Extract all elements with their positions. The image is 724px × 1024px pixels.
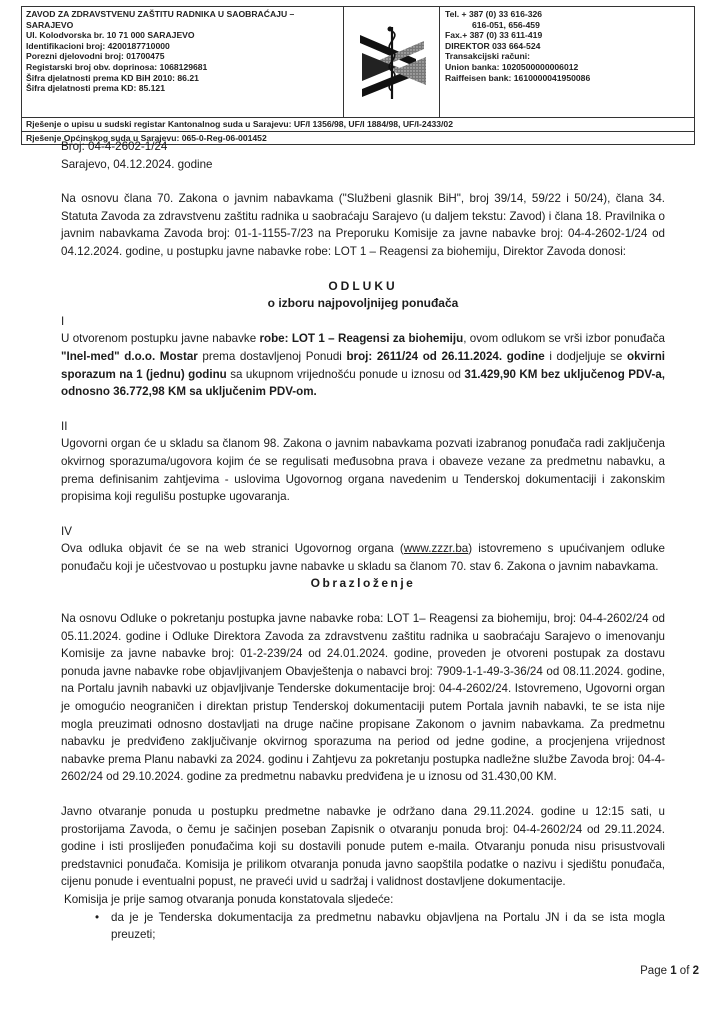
page-current: 1: [670, 965, 677, 977]
reasoning-paragraph-1: Na osnovu Odluke o pokretanju postupka javne nabavke roba: LOT 1– Reagensi za biohemiju, broj: 04-4-2602/24 od 05.11.2024. godine i Odluke Direktora Zavoda za zdravstvenu zaštitu radnika u saobraćaju Sarajevo o imenovanju Komisije za javne nabavke broj: 01-2-239/24 od 24.01.2024. godine, proveden je otvoreni postupak za dostavu ponuda javne nabavke robe objavljivanjem Obavještenja o nabavci broj: 7909-1-1-49-3-36/24 od 08.11.2024. godine, na Portalu javnih nabavki uz objavljivanje Tenderske dokumentacije broj: 04-4-2602/24. Istovremeno, Ugovorni organ je omogućio neograničen i direktan pristup Tenderskoj dokumentaciji putem Portala javnih nabavki, te se ista nije mogla preuzimati odnosno dostavljati na druge načine propisane Zakonom o javnim nabavkama. Za predmetnu nabavku je predviđeno zaključivanje okvirnog sporazuma na period od jedne godine, a procjenjena vrijednost nabavke prema Planu nabavki za 2024. godinu i Zahtjevu za pokretanju postupka nadležne službe Zavoda broj: 04-4-2602/24 od 29.10.2024. godine za predmetnu nabavku predviđena je u iznosu od 31.430,00 KM.: [61, 612, 665, 784]
telephone-extra: 616-051, 656-459: [472, 19, 540, 30]
activity-code: Šifra djelatnosti prema KD: 85.121: [26, 83, 165, 94]
court-registration: Rješenje o upisu u sudski registar Kantonalnog suda u Sarajevu: UF/I 1356/98, UF/I 1884/98, UF/I-2433/02: [22, 119, 694, 132]
bullet-icon: •: [95, 910, 100, 924]
offer-value: 31.429,90 KM bez uključenog PDV-a, odnosno 36.772,98 KM sa uključenim PDV-om.: [61, 367, 665, 399]
section-4-numeral: IV: [61, 524, 72, 538]
text-span: sa ukupnom vrijednošću ponude u iznosu od: [226, 367, 465, 381]
page-number: [640, 965, 699, 977]
page-total: 2: [692, 965, 699, 977]
section-4-text: [61, 540, 665, 575]
document-body: [61, 138, 665, 944]
page-label: Page: [640, 965, 667, 977]
section-2-text: Ugovorni organ će u skladu sa članom 98. Zakona o javnim nabavkama pozvati izabranog ponuđača radi zaključenja okvirnog sporazuma/ugovora kojim će se regulisati međusobna prava i obaveze vezane za predmetnu nabavku, a prema definisanim zahtjevima - uslovima Ugovornog organa navedenim u Tenderskoj dokumentaciji i zakonskim propisima koji regulišu postupke ugovaranja.: [61, 437, 665, 504]
text-span: i dodjeljuje se: [544, 349, 627, 363]
website-link[interactable]: www.zzzr.ba: [403, 542, 469, 556]
caduceus-logo-icon: [344, 7, 440, 117]
section-2-numeral: II: [61, 419, 68, 433]
contribution-number: Registarski broj obv. doprinosa: 1068129681: [26, 61, 208, 72]
institution-name-line2: SARAJEVO: [26, 19, 74, 30]
fax: Fax.+ 387 (0) 33 611-419: [445, 30, 543, 41]
municipal-court-registration: Rješenje Općinskog suda u Sarajevu: 065-0-Reg-06-001452: [26, 132, 267, 143]
institution-name-line1: ZAVOD ZA ZDRAVSTVENU ZAŠTITU RADNIKA U SAOBRAĆAJU –: [26, 9, 295, 19]
place-date: Sarajevo, 04.12.2024. godine: [61, 157, 213, 171]
text-span: , ovom odlukom se vrši izbor ponuđača: [463, 332, 665, 346]
section-1-text: [61, 330, 665, 400]
section-1-numeral: I: [61, 314, 65, 328]
text-span: ) istovremeno s upućivanjem odluke ponuđaču koji je učestvovao u postupku javne nabavke u skladu sa članom 70. stav 6. Zakona o javnim nabavkama.: [61, 542, 665, 573]
institution-info: [22, 7, 344, 117]
goods-lot: robe: LOT 1 – Reagensi za biohemiju: [259, 332, 464, 346]
director-phone: DIREKTOR 033 664-524: [445, 40, 541, 51]
reasoning-title: Obrazloženje: [310, 576, 416, 591]
reasoning-paragraph-2: Javno otvaranje ponuda u postupku predmetne nabavke je održano dana 29.11.2024. godine u 12:15 sati, u prostorijama Zavoda, o čemu je sačinjen poseban Zapisnik o otvaranju ponuda broj: 04-4-2602/24 od 29.11.2024. godine i isti proslijeđen ponuđačima koji su dostavili ponude putem e-maila. Otvaranju ponuda nisu prisustvovali predstavnici ponuđača. Komisija je prilikom otvaranja ponuda javno saopštila podatke o nazivu i sjedištu ponuđača, cijenu ponude i eventualni popust, ne praveći uvid u sadržaj i validnost dostavljene dokumentacije.: [61, 805, 665, 889]
activity-code-2010: Šifra djelatnosti prema KD BiH 2010: 86.21: [26, 72, 199, 83]
agreement-term: okvirni sporazum na 1 (jednu) godinu: [61, 349, 665, 381]
accounts-label: Transakcijski računi:: [445, 51, 531, 62]
contact-info: [440, 7, 694, 117]
letterhead-top: [22, 7, 694, 118]
decision-title: ODLUKU: [328, 278, 398, 293]
finding-item: [61, 909, 665, 944]
text-span: Ova odluka objavit će se na web stranici Ugovornog organa (: [61, 542, 404, 556]
text-span: U otvorenom postupku javne nabavke: [61, 332, 260, 346]
findings-intro: Komisija je prije samog otvaranja ponuda konstatovala sljedeće:: [64, 892, 394, 906]
telephone: Tel. + 387 (0) 33 616-326: [445, 9, 543, 19]
selected-bidder: "Inel-med" d.o.o. Mostar: [61, 349, 198, 363]
union-bank-account: Union banka: 1020500000006012: [445, 61, 579, 72]
id-number: Identifikacioni broj: 4200187710000: [26, 40, 170, 51]
tax-number: Porezni djelovodni broj: 01700475: [26, 51, 165, 62]
preamble: Na osnovu člana 70. Zakona o javnim nabavkama ("Službeni glasnik BiH", broj 39/14, 59/22 i 50/24), člana 34. Statuta Zavoda za zdravstvenu zaštitu radnika u saobraćaju Sarajevo (u daljem tekstu: Zavod) i člana 18. Pravilnika o javnim nabavkama Zavoda broj: 01-1-1155-7/23 na Preporuku Komisije za javne nabavke broj: 04-4-2602-1/24 od 04.12.2024. godine, u postupku javne nabavke robe: LOT 1 – Reagensi za biohemiju, Direktor Zavoda donosi:: [61, 192, 665, 258]
reference-number: Broj: 04-4-2602-1/24: [61, 140, 168, 153]
text-span: prema dostavljenoj Ponudi: [197, 349, 347, 363]
raiffeisen-bank-account: Raiffeisen bank: 1610000041950086: [445, 72, 591, 83]
institution-address: Ul. Kolodvorska br. 10 71 000 SARAJEVO: [26, 30, 195, 41]
decision-subtitle: o izboru najpovoljnijeg ponuđača: [267, 296, 459, 311]
page-of: of: [679, 965, 690, 977]
letterhead: [21, 6, 695, 145]
finding-text: da je je Tenderska dokumentacija za predmetnu nabavku objavljena na Portalu JN i da se ista mogla preuzeti;: [111, 910, 665, 942]
offer-number: broj: 2611/24 od 26.11.2024. godine: [346, 349, 545, 363]
